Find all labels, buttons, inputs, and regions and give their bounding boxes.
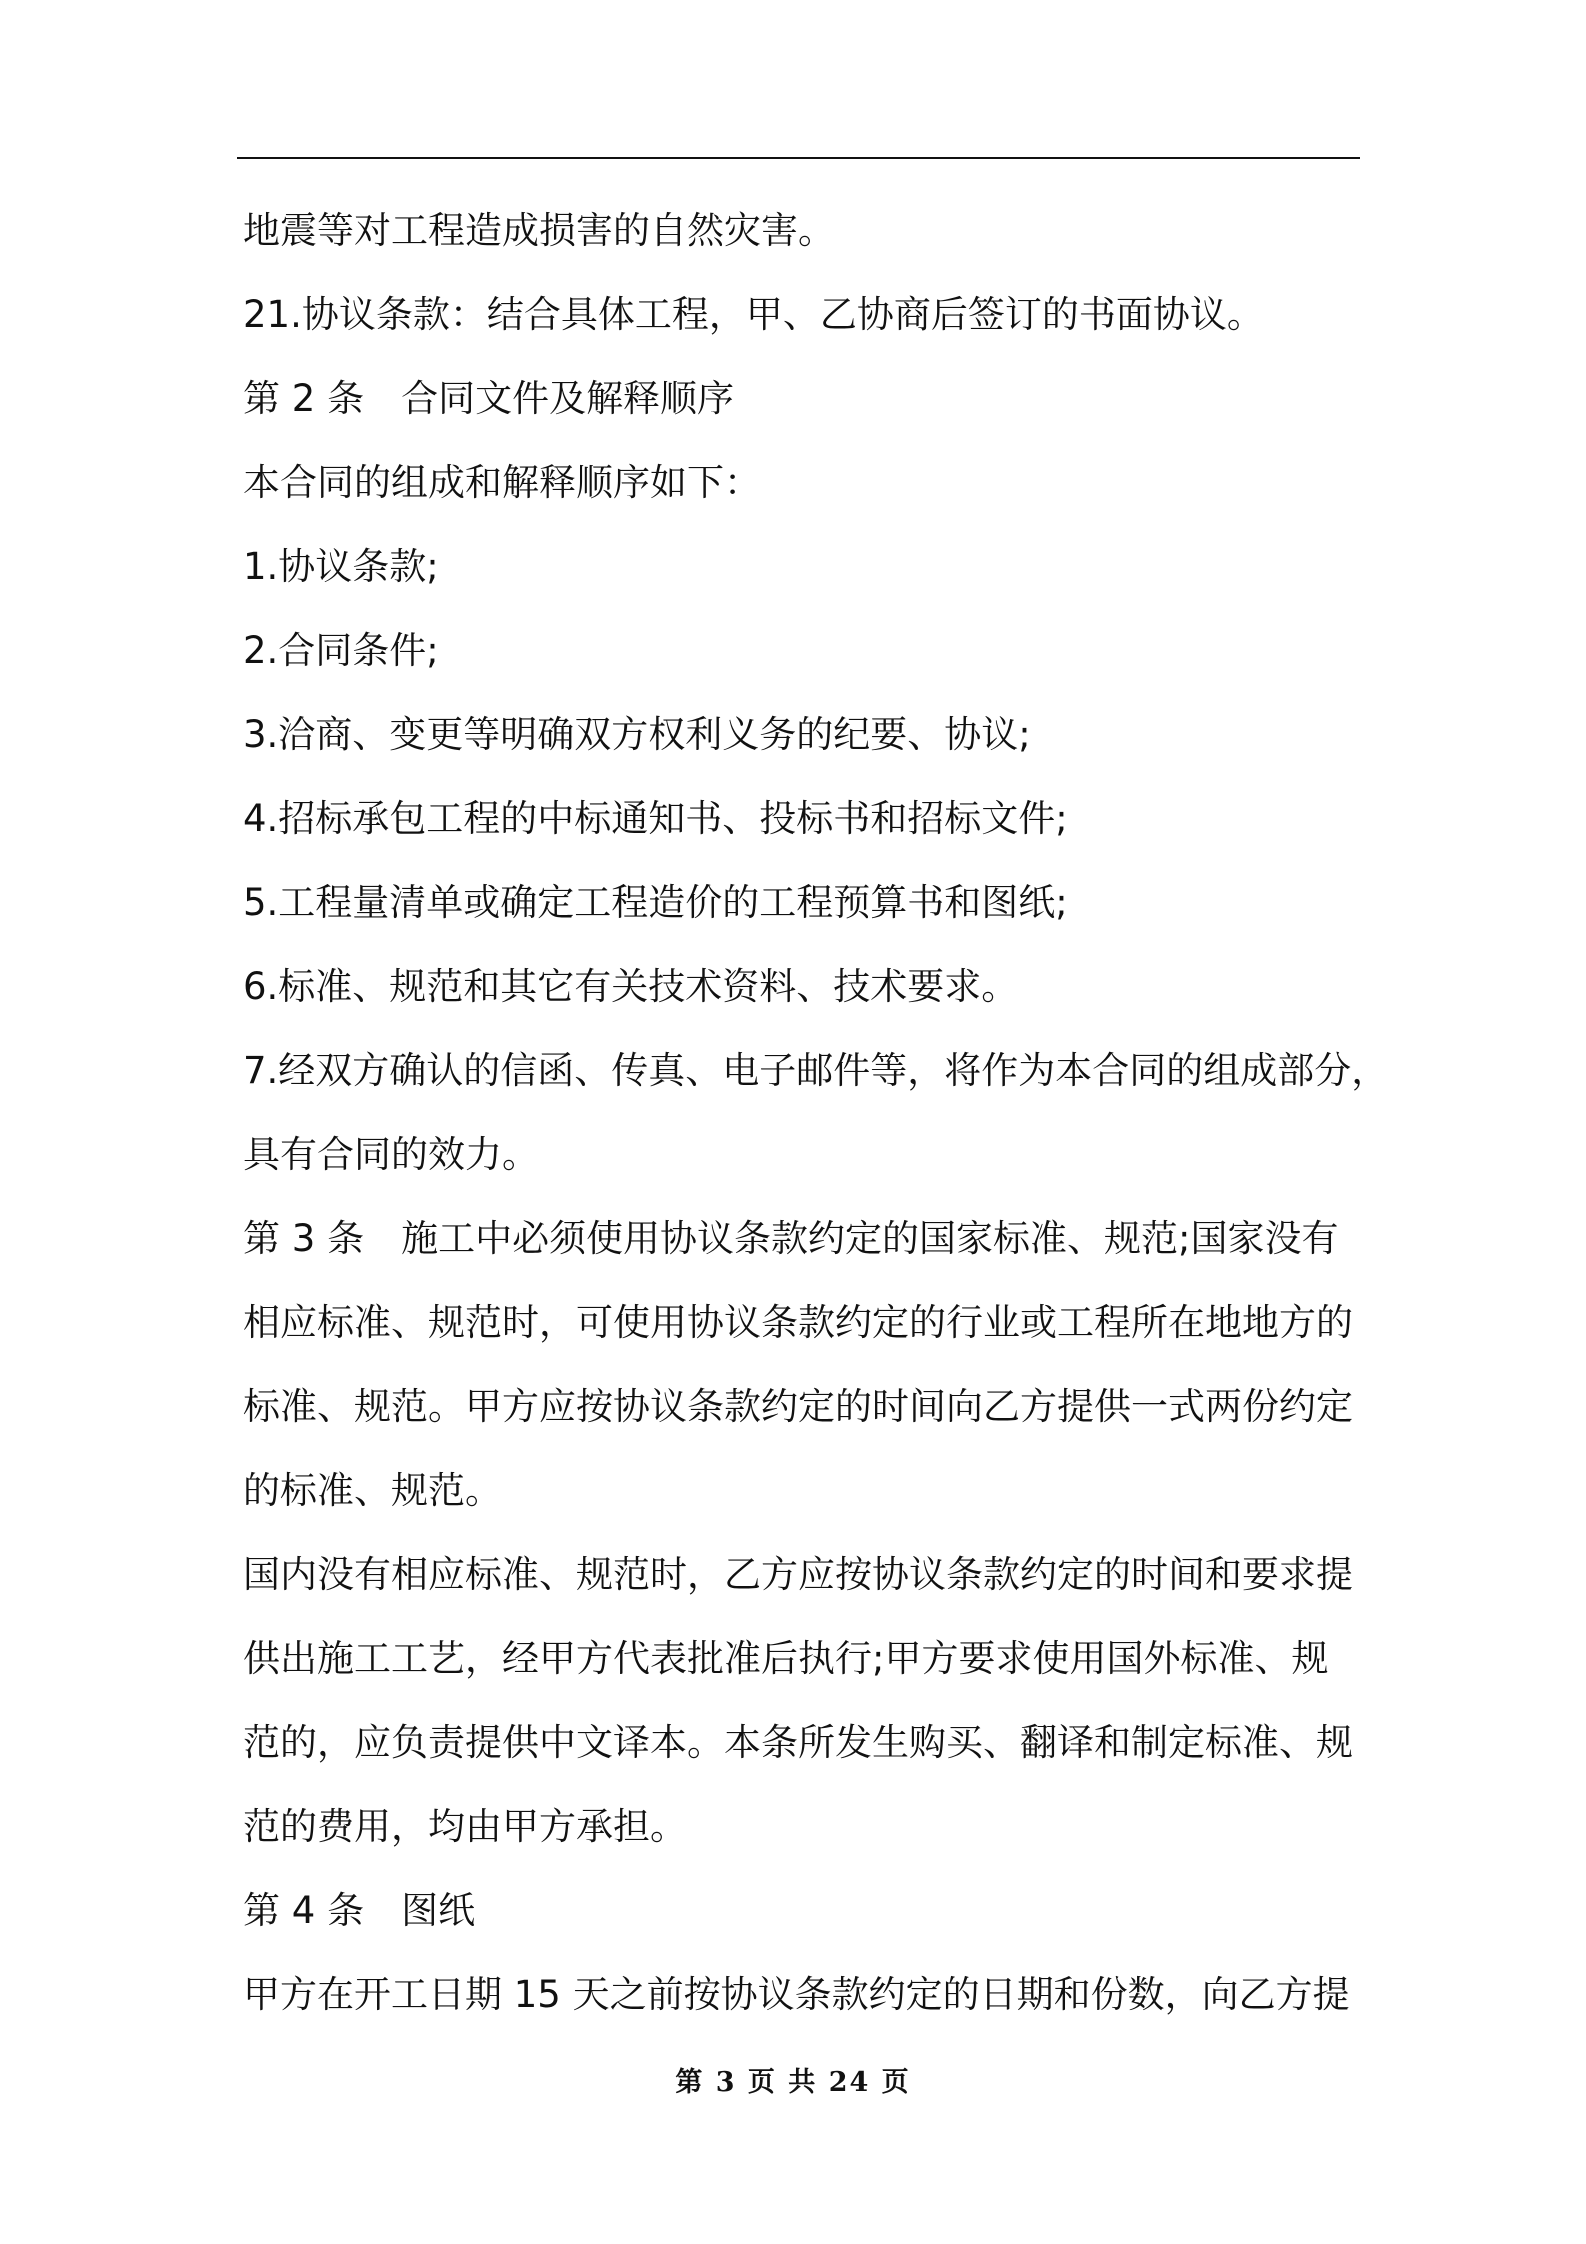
section-heading: 第 2 条 合同文件及解释顺序 (243, 377, 735, 420)
text-line: 的标准、规范。 (243, 1469, 502, 1512)
text-line: 标准、规范。甲方应按协议条款约定的时间向乙方提供一式两份约定 (243, 1385, 1353, 1428)
text-line: 供出施工工艺，经甲方代表批准后执行;甲方要求使用国外标准、规 (243, 1637, 1329, 1680)
document-body (243, 189, 1389, 2037)
text-line: 具有合同的效力。 (243, 1133, 539, 1176)
page-number: 第 3 页 共 24 页 (675, 2067, 911, 2098)
text-line: 相应标准、规范时，可使用协议条款约定的行业或工程所在地地方的 (243, 1301, 1353, 1344)
list-item: 6.标准、规范和其它有关技术资料、技术要求。 (243, 965, 1019, 1008)
section-heading: 第 3 条 施工中必须使用协议条款约定的国家标准、规范;国家没有 (243, 1217, 1339, 1260)
text-line: 本合同的组成和解释顺序如下： (243, 461, 761, 504)
list-item: 5.工程量清单或确定工程造价的工程预算书和图纸; (243, 881, 1068, 924)
text-line: 地震等对工程造成损害的自然灾害。 (243, 209, 835, 252)
list-item: 7.经双方确认的信函、传真、电子邮件等，将作为本合同的组成部分， (243, 1049, 1389, 1092)
section-heading: 第 4 条 图纸 (243, 1889, 476, 1932)
list-item: 1.协议条款; (243, 545, 439, 588)
text-line: 甲方在开工日期 15 天之前按协议条款约定的日期和份数，向乙方提 (243, 1973, 1350, 2016)
text-line: 范的，应负责提供中文译本。本条所发生购买、翻译和制定标准、规 (243, 1721, 1353, 1764)
list-item: 2.合同条件; (243, 629, 439, 672)
text-line: 国内没有相应标准、规范时，乙方应按协议条款约定的时间和要求提 (243, 1553, 1353, 1596)
list-item: 3.洽商、变更等明确双方权利义务的纪要、协议; (243, 713, 1031, 756)
text-line: 21.协议条款：结合具体工程，甲、乙协商后签订的书面协议。 (243, 293, 1264, 336)
text-line: 范的费用，均由甲方承担。 (243, 1805, 687, 1848)
list-item: 4.招标承包工程的中标通知书、投标书和招标文件; (243, 797, 1068, 840)
header-rule (237, 157, 1360, 159)
